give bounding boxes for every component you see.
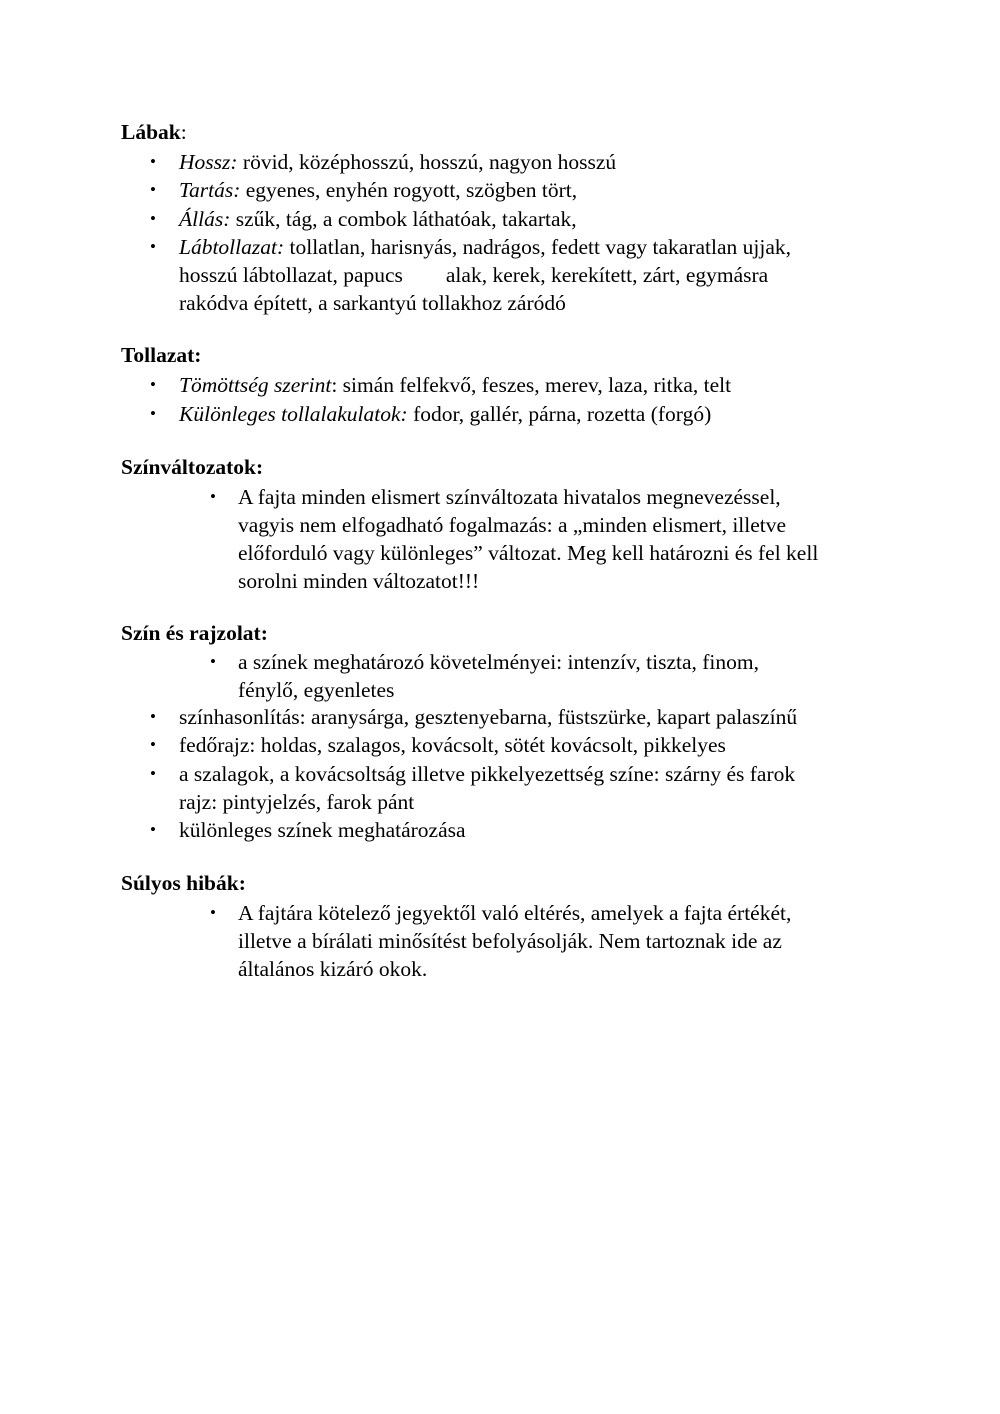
section-heading: Tollazat:	[121, 343, 202, 367]
item-text: fénylő, egyenletes	[238, 678, 395, 702]
item-text: a szalagok, a kovácsoltság illetve pikkelyezettség színe: szárny és farok	[179, 762, 796, 786]
item-text: fedőrajz: holdas, szalagos, kovácsolt, sötét kovácsolt, pikkelyes	[179, 733, 726, 757]
item-text: tollatlan, harisnyás, nadrágos, fedett vagy takaratlan ujjak,	[284, 235, 792, 259]
item-text: rajz: pintyjelzés, farok pánt	[179, 790, 415, 814]
item-text: rakódva épített, a sarkantyú tollakhoz záródó	[179, 291, 566, 315]
bullet-icon: •	[150, 764, 156, 783]
bullet-icon: •	[150, 820, 156, 839]
bullet-icon: •	[150, 237, 156, 256]
item-text: a színek meghatározó követelményei: intenzív, tiszta, finom,	[238, 650, 759, 674]
item-text: színhasonlítás: aranysárga, gesztenyebarna, füstszürke, kapart palaszínű	[179, 705, 798, 729]
bullet-icon: •	[150, 375, 156, 394]
item-text: előforduló vagy különleges” változat. Meg kell határozni és fel kell	[238, 541, 819, 565]
item-text: fodor, gallér, párna, rozetta (forgó)	[407, 402, 712, 426]
item-text: A fajtára kötelező jegyektől való eltérés, amelyek a fajta értékét,	[238, 901, 792, 925]
item-label: Különleges tollalakulatok:	[179, 402, 408, 426]
item-text: illetve a bírálati minősítést befolyásolják. Nem tartoznak ide az	[238, 929, 782, 953]
bullet-icon: •	[150, 707, 156, 726]
bullet-icon: •	[150, 180, 156, 199]
item-label: Tömöttség szerint	[179, 373, 332, 397]
item-text: hosszú lábtollazat, papucs alak, kerek, kerekített, zárt, egymásra	[179, 263, 769, 287]
item-text: rövid, középhosszú, hosszú, nagyon hosszú	[237, 150, 617, 174]
bullet-icon: •	[210, 487, 216, 506]
item-text: A fajta minden elismert színváltozata hivatalos megnevezéssel,	[238, 485, 781, 509]
bullet-icon: •	[150, 404, 156, 423]
bullet-icon: •	[210, 903, 216, 922]
item-text: sorolni minden változatot!!!	[238, 569, 480, 593]
item-label: Lábtollazat:	[179, 235, 285, 259]
section-heading: Lábak:	[121, 120, 187, 144]
section-heading: Súlyos hibák:	[121, 871, 246, 895]
item-text: : simán felfekvő, feszes, merev, laza, ritka, telt	[331, 373, 732, 397]
bullet-icon: •	[150, 735, 156, 754]
item-text: szűk, tág, a combok láthatóak, takartak,	[230, 207, 577, 231]
item-label: Tartás:	[179, 178, 241, 202]
bullet-icon: •	[210, 652, 216, 671]
item-text: különleges színek meghatározása	[179, 818, 466, 842]
item-label: Állás:	[179, 207, 231, 231]
item-label: Hossz:	[179, 150, 238, 174]
bullet-icon: •	[150, 209, 156, 228]
section-heading: Szín és rajzolat:	[121, 621, 268, 645]
item-text: egyenes, enyhén rogyott, szögben tört,	[240, 178, 578, 202]
item-text: vagyis nem elfogadható fogalmazás: a „minden elismert, illetve	[238, 513, 787, 537]
item-text: általános kizáró okok.	[238, 957, 428, 981]
bullet-icon: •	[150, 152, 156, 171]
section-heading: Színváltozatok:	[121, 455, 264, 479]
